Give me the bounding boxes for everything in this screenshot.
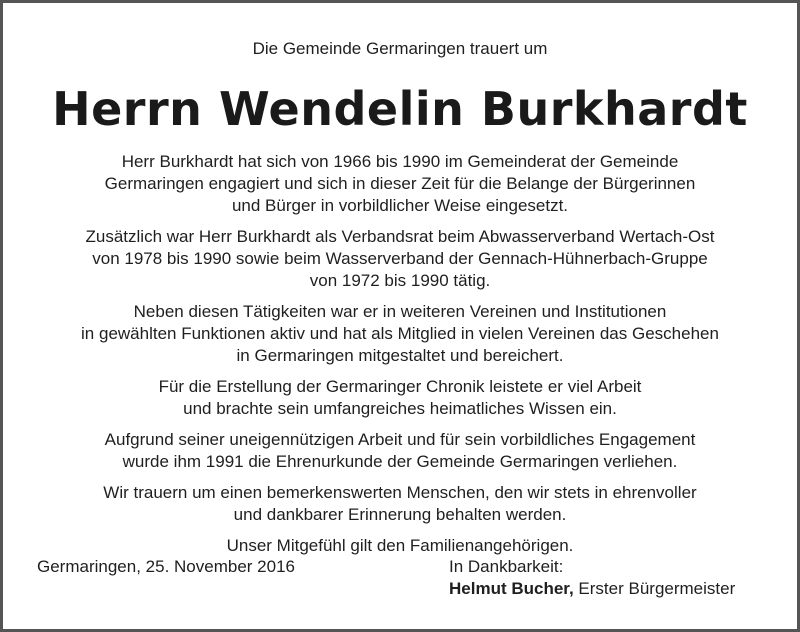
paragraph bbox=[23, 151, 777, 217]
text-line: und Bürger in vorbildlicher Weise eingesetzt. bbox=[231, 196, 569, 215]
deceased-name: Herrn Wendelin Burkhardt bbox=[52, 82, 748, 136]
text-line: Aufgrund seiner uneigennützigen Arbeit und für sein vorbildliches Engagement bbox=[104, 430, 696, 449]
paragraph bbox=[23, 482, 777, 526]
text-line: Neben diesen Tätigkeiten war er in weiteren Vereinen und Institutionen bbox=[133, 302, 667, 321]
paragraph bbox=[23, 376, 777, 420]
text-line: wurde ihm 1991 die Ehrenurkunde der Gemeinde Germaringen verliehen. bbox=[122, 452, 678, 471]
text-line: und brachte sein umfangreiches heimatliches Wissen ein. bbox=[183, 399, 617, 418]
text-line: Unser Mitgefühl gilt den Familienangehörigen. bbox=[226, 536, 574, 555]
place-date: Germaringen, 25. November 2016 bbox=[37, 557, 295, 576]
text-line: in gewählten Funktionen aktiv und hat als Mitglied in vielen Vereinen das Geschehen bbox=[81, 324, 719, 343]
text-line: Zusätzlich war Herr Burkhardt als Verbandsrat beim Abwasserverband Wertach-Ost bbox=[85, 227, 715, 246]
intro-line: Die Gemeinde Germaringen trauert um bbox=[252, 39, 548, 58]
notice-body bbox=[23, 151, 777, 566]
signer-line bbox=[449, 578, 735, 600]
signature-block bbox=[449, 556, 735, 600]
text-line: von 1972 bis 1990 tätig. bbox=[309, 271, 491, 290]
text-line: Herr Burkhardt hat sich von 1966 bis 1990 im Gemeinderat der Gemeinde bbox=[121, 152, 679, 171]
paragraph bbox=[23, 226, 777, 292]
paragraph bbox=[23, 429, 777, 473]
text-line: in Germaringen mitgestaltet und bereichert. bbox=[236, 346, 564, 365]
signer-name: Helmut Bucher, bbox=[449, 579, 574, 598]
text-line: von 1978 bis 1990 sowie beim Wasserverband der Gennach-Hühnerbach-Gruppe bbox=[92, 249, 708, 268]
text-line: und dankbarer Erinnerung behalten werden. bbox=[233, 505, 567, 524]
paragraph bbox=[23, 301, 777, 367]
thanks-label: In Dankbarkeit: bbox=[449, 557, 564, 576]
text-line: Wir trauern um einen bemerkenswerten Menschen, den wir stets in ehrenvoller bbox=[103, 483, 697, 502]
text-line: Germaringen engagiert und sich in dieser Zeit für die Belange der Bürgerinnen bbox=[104, 174, 696, 193]
paragraph bbox=[23, 535, 777, 557]
text-line: Für die Erstellung der Germaringer Chronik leistete er viel Arbeit bbox=[158, 377, 642, 396]
signer-title: Erster Bürgermeister bbox=[573, 579, 736, 598]
